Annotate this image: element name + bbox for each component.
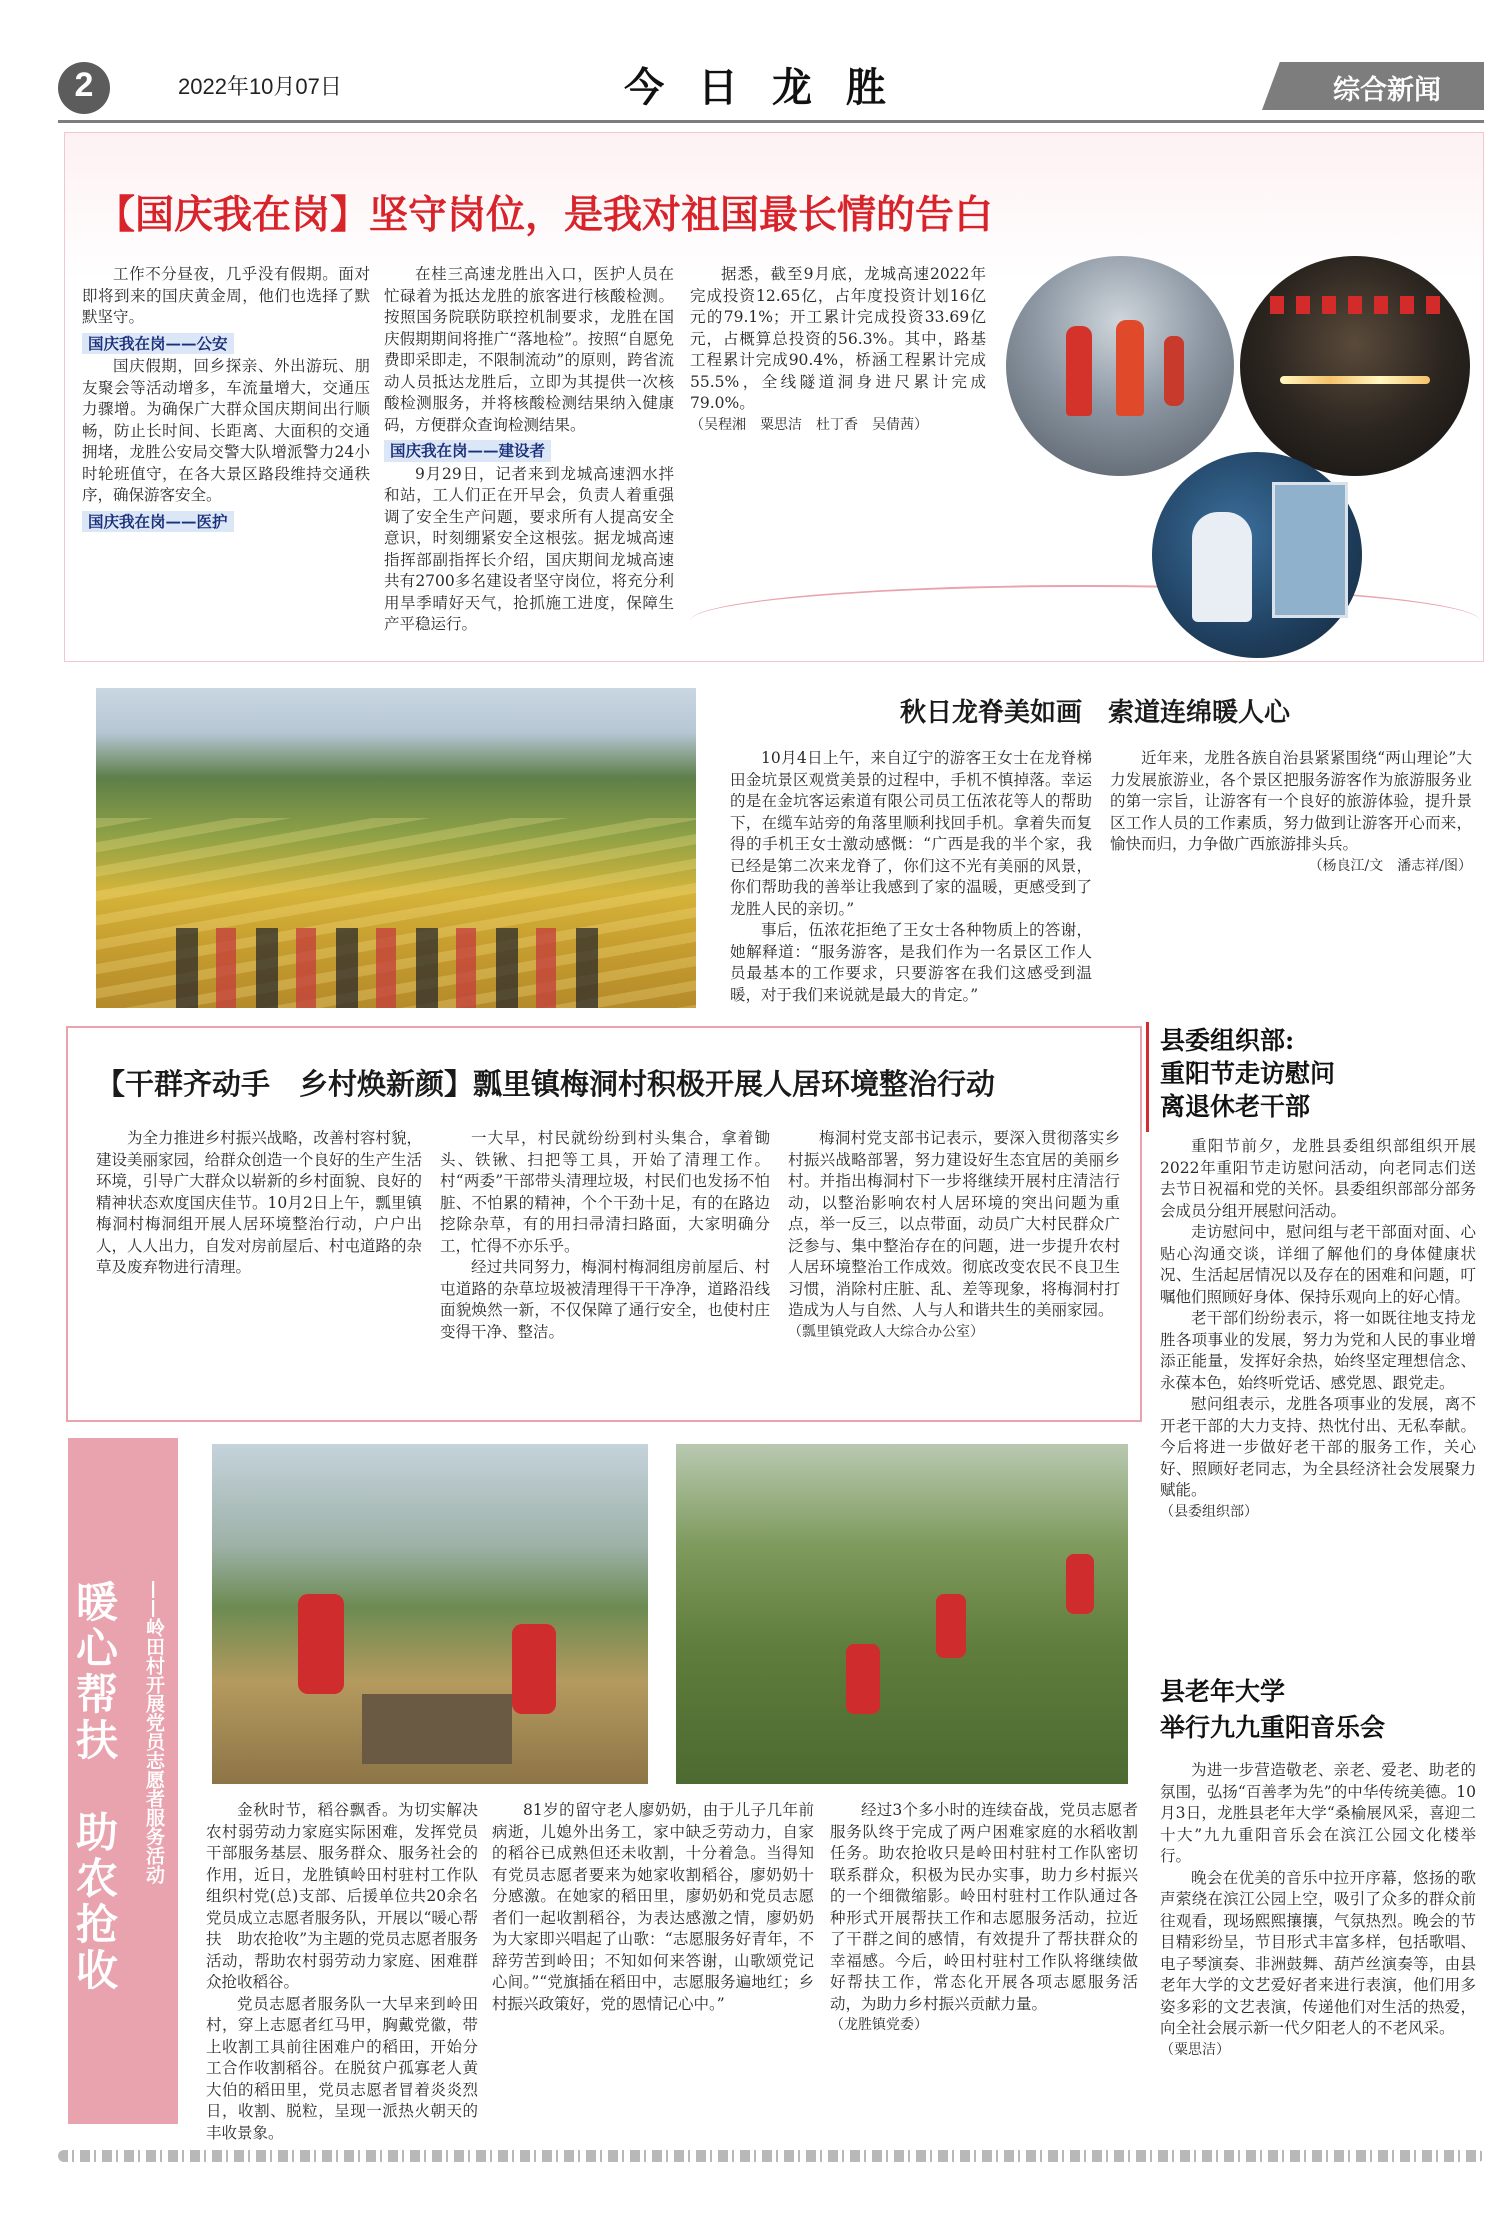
article1-title: 【国庆我在岗】坚守岗位，是我对祖国最长情的告白	[96, 192, 994, 238]
article4-col2	[492, 1800, 814, 2130]
volunteers-threshing-photo	[212, 1444, 648, 1784]
article3-para: 为全力推进乡村振兴战略，改善村容村貌，建设美丽家园，给群众创造一个良好的生产生活环境，引导广大群众以崭新的乡村面貌、良好的精神状态欢度国庆佳节。10月2日上午，瓢里镇梅洞村梅洞组开展人居环境整治行动，户户出人，人人出力，自发对房前屋后、村屯道路的杂草及废弃物进行清理。	[96, 1129, 422, 1276]
article1-decor-wave	[690, 585, 1480, 657]
article6-para: 晚会在优美的音乐中拉开序幕，悠扬的歌声萦绕在滨江公园上空，吸引了众多的群众前往观看，现场熙熙攘攘，气氛热烈。晚会的节目精彩纷呈，节目形式丰富多样，包括歌唱、电子琴演奏、非洲鼓舞、葫芦丝演奏等，由县老年大学的文艺爱好者来进行表演，他们用多姿多彩的文艺表演，传递他们对生活的热爱，向全社会展示新一代夕阳老人的不老风采。	[1160, 1868, 1476, 2037]
volunteer-red-vest	[846, 1644, 880, 1714]
article1-subhead-builders: 国庆我在岗——建设者	[384, 440, 551, 462]
article4-para: 81岁的留守老人廖奶奶，由于儿子几年前病逝，儿媳外出务工，家中缺乏劳动力，自家的稻谷已成熟但还未收割，十分着急。当得知有党员志愿者要来为她家收割稻谷，廖奶奶十分感激。在她家的稻田里，廖奶奶和党员志愿者们一起收割稻谷，为表达感激之情，廖奶奶为大家即兴唱起了山歌：“志愿服务好青年，不辞劳苦到岭田；不知如何来答谢，山歌颂党记心间。”“党旗插在稻田中，志愿服务遍地红；乡村振兴政策好，党的恩情记心中。”	[492, 1801, 814, 2013]
article2-para: 近年来，龙胜各族自治县紧紧围绕“两山理论”大力发展旅游业，各个景区把服务游客作为旅游服务业的第一宗旨，让游客有一个良好的旅游体验，提升景区工作人员的工作素质，努力做到让游客开心而来，愉快而归，力争做广西旅游排头兵。	[1110, 749, 1472, 853]
volunteer-red-vest	[298, 1594, 344, 1694]
red-lanterns	[1270, 296, 1440, 314]
article1-para: 9月29日，记者来到龙城高速泗水拌和站，工人们正在开早会，负责人着重强调了安全生产问题，要求所有人提高安全意识，时刻绷紧安全这根弦。据龙城高速指挥部副指挥长介绍，国庆期间龙城高速共有2700多名建设者坚守岗位，将充分利用旱季晴好天气，抢抓施工进度，保障生产平稳运行。	[384, 464, 674, 633]
article6-credit: （粟思洁）	[1160, 2041, 1230, 2058]
article5-para: 重阳节前夕，龙胜县委组织部组织开展2022年重阳节走访慰问活动，向老同志们送去节日祝福和党的关怀。县委组织部部分部务会成员分组开展慰问活动。	[1160, 1137, 1476, 1220]
article3-col2	[440, 1128, 770, 1408]
article2-credit: （杨良江/文 潘志祥/图）	[1308, 857, 1472, 874]
volunteers-carrying-grain-photo	[676, 1444, 1128, 1784]
article6-title-line: 县老年大学	[1160, 1677, 1286, 1706]
nucleic-acid-testing-photo	[1152, 452, 1362, 658]
article4-credit: （龙胜镇党委）	[830, 2017, 928, 2033]
article1-para: 工作不分昼夜，几乎没有假期。面对即将到来的国庆黄金周，他们也选择了默默坚守。	[82, 265, 370, 326]
article5-body	[1160, 1136, 1476, 1656]
article5-credit: （县委组织部）	[1160, 1503, 1258, 1520]
article1-para: 国庆假期，回乡探亲、外出游玩、朋友聚会等活动增多，车流量增大，交通压力骤增。为确保广大群众国庆期间出行顺畅，防止长时间、长距离、大面积的交通拥堵，龙胜公安局交警大队增派警力24小时轮班值守，在各大景区路段维持交通秩序，确保游客安全。	[82, 357, 370, 504]
article1-col1	[82, 264, 370, 534]
article1-para: 据悉，截至9月底，龙城高速2022年完成投资12.65亿，占年度投资计划16亿元的79.1%；开工累计完成投资33.69亿元，占概算总投资的56.3%。其中，路基工程累计完成90.4%，桥涵工程累计完成55.5%，全线隧道洞身进尺累计完成79.0%。	[690, 265, 986, 412]
volunteer-red-vest	[1066, 1554, 1094, 1614]
medic-figure	[1192, 512, 1252, 622]
article1-subhead-medical: 国庆我在岗——医护	[82, 511, 234, 533]
article6-body	[1160, 1760, 1476, 2132]
volunteer-red-vest	[512, 1624, 556, 1714]
article3-col3	[788, 1128, 1120, 1408]
sidebar-rule	[1146, 1022, 1149, 1132]
motorcycle-lights	[1280, 376, 1430, 384]
article6-title	[1160, 1674, 1385, 1746]
worker-figure	[1164, 336, 1184, 406]
article4-title-main: 暖心帮扶 助农抢收	[70, 1580, 119, 1994]
article5-title-line: 县委组织部:	[1160, 1026, 1295, 1055]
article6-para: 为进一步营造敬老、亲老、爱老、助老的氛围，弘扬“百善孝为先”的中华传统美德。10月3日，龙胜县老年大学“桑榆展风采，喜迎二十大”九九重阳音乐会在滨江公园文化楼举行。	[1160, 1761, 1476, 1865]
article3-para: 一大早，村民就纷纷到村头集合，拿着锄头、铁锹、扫把等工具，开始了清理工作。村“两委”干部带头清理垃圾，村民们也发扬不怕脏、不怕累的精神，个个干劲十足，有的在路边挖除杂草，有的用扫帚清扫路面，大家明确分工，忙得不亦乐乎。	[440, 1129, 770, 1255]
worker-figure	[1066, 326, 1092, 416]
footer-ornament	[58, 2150, 1484, 2162]
article4-title-sub: ——岭田村开展党员志愿者服务活动	[143, 1580, 165, 1884]
article3-col1	[96, 1128, 422, 1279]
article4-para: 经过3个多小时的连续奋战，党员志愿者服务队终于完成了两户困难家庭的水稻收割任务。助农抢收只是岭田村驻村工作队密切联系群众，积极为民办实事，助力乡村振兴的一个细微缩影。岭田村驻村工作队通过各种形式开展帮扶工作和志愿服务活动，拉近了干群之间的感情，有效提升了帮扶群众的幸福感。今后，岭田村驻村工作队将继续做好帮扶工作，常态化开展各项志愿服务活动，为助力乡村振兴贡献力量。	[830, 1801, 1138, 2013]
volunteer-red-vest	[936, 1594, 966, 1658]
window-frame	[1272, 482, 1348, 618]
page-number: 2	[74, 66, 94, 104]
article2-para: 事后，伍浓花拒绝了王女士各种物质上的答谢，她解释道：“服务游客，是我们作为一名景区工作人员最基本的工作要求，只要游客在我们这感受到温暖，对于我们来说就是最大的肯定。”	[730, 921, 1092, 1004]
article2-col2	[1110, 748, 1472, 877]
article5-para: 慰问组表示，龙胜各项事业的发展，离不开老干部的大力支持、热忱付出、无私奉献。今后将进一步做好老干部的服务工作，关心好、照顾好老同志，为全县经济社会发展聚力赋能。	[1160, 1395, 1476, 1499]
longji-terraces-photo	[96, 688, 696, 1008]
worker-figure	[1116, 320, 1144, 416]
construction-workers-photo	[1006, 256, 1234, 476]
traffic-police-night-photo	[1240, 256, 1470, 476]
article4-col3	[830, 1800, 1138, 2130]
article4-para: 党员志愿者服务队一大早来到岭田村，穿上志愿者红马甲，胸戴党徽，带上收割工具前往困难户的稻田，开始分工合作收割稻谷。在脱贫户孤寡老人黄大伯的稻田里，党员志愿者冒着炎炎烈日，收割、脱粒，呈现一派热火朝天的丰收景象。	[206, 1994, 478, 2142]
article3-credit: （瓢里镇党政人大综合办公室）	[788, 1323, 984, 1340]
header-rule	[58, 120, 1484, 123]
article2-para: 10月4日上午，来自辽宁的游客王女士在龙脊梯田金坑景区观赏美景的过程中，手机不慎掉落。幸运的是在金坑客运索道有限公司员工伍浓花等人的帮助下，在缆车站旁的角落里顺利找回手机。拿着失而复得的手机王女士激动感慨：“广西是我的半个家，我已经是第二次来龙脊了，你们这不光有美丽的风景，你们帮助我的善举让我感到了家的温暖，更感受到了龙胜人民的亲切。”	[730, 749, 1092, 918]
article4-para: 金秋时节，稻谷飘香。为切实解决农村弱劳动力家庭实际困难，发挥党员干部服务基层、服务群众、服务社会的作用，近日，龙胜镇岭田村驻村工作队组织村党(总)支部、后援单位共20余名党员成立志愿者服务队，开展以“暖心帮扶 助农抢收”为主题的党员志愿者服务活动，帮助农村弱劳动力家庭、困难群众抢收稻谷。	[206, 1801, 478, 1991]
article6-title-line: 举行九九重阳音乐会	[1160, 1713, 1386, 1742]
article4-col1	[206, 1800, 478, 2142]
article3-para: 经过共同努力，梅洞村梅洞组房前屋后、村屯道路的杂草垃圾被清理得干干净净，道路沿线面貌焕然一新，不仅保障了通行安全，也使村庄变得干净、整洁。	[440, 1258, 770, 1341]
masthead: 今 日 龙 胜	[624, 64, 896, 111]
article5-para: 走访慰问中，慰问组与老干部面对面、心贴心沟通交谈，详细了解他们的身体健康状况、生活起居情况以及存在的困难和问题，叮嘱他们照顾好身体、保持乐观向上的好心情。	[1160, 1223, 1476, 1306]
article1-subhead-police: 国庆我在岗——公安	[82, 333, 234, 355]
article1-col3	[690, 264, 986, 436]
article5-title	[1160, 1024, 1335, 1123]
threshing-box	[362, 1694, 512, 1764]
article5-title-line: 离退休老干部	[1160, 1092, 1311, 1121]
issue-date: 2022年10月07日	[178, 74, 342, 99]
article2-title: 秋日龙脊美如画 索道连绵暖人心	[900, 698, 1291, 728]
tourists-group	[176, 928, 616, 1008]
article5-para: 老干部们纷纷表示，将一如既往地支持龙胜各项事业的发展，努力为党和人民的事业增添正能量，发挥好余热，始终坚定理想信念、永葆本色，始终听党话、感党恩、跟党走。	[1160, 1309, 1476, 1392]
article2-col1	[730, 748, 1092, 1004]
section-label: 综合新闻	[1333, 75, 1441, 105]
article1-col2	[384, 264, 674, 633]
article5-title-line: 重阳节走访慰问	[1160, 1059, 1336, 1088]
article3-para: 梅洞村党支部书记表示，要深入贯彻落实乡村振兴战略部署，努力建设好生态宜居的美丽乡村。并指出梅洞村下一步将继续开展村庄清洁行动，以整治影响农村人居环境的突出问题为重点，举一反三，以点带面，动员广大村民群众广泛参与、集中整治存在的问题，进一步提升农村人居环境整治工作成效。彻底改变农民不良卫生习惯，消除村庄脏、乱、差等现象，将梅洞村打造成为人与自然、人与人和谐共生的美丽家园。	[788, 1129, 1120, 1319]
article3-title: 【干群齐动手 乡村焕新颜】瓢里镇梅洞村积极开展人居环境整治行动	[96, 1067, 996, 1101]
article1-credit: （吴程湘 粟思洁 杜丁香 吴倩茜）	[690, 416, 928, 433]
article1-para: 在桂三高速龙胜出入口，医护人员在忙碌着为抵达龙胜的旅客进行核酸检测。按照国务院联防联控机制要求，龙胜在国庆假期期间将推广“落地检”。按照“自愿免费即采即走，不限制流动”的原则，跨省流动人员抵达龙胜后，立即为其提供一次核酸检测服务，并将核酸检测结果纳入健康码，方便群众查询检测结果。	[384, 265, 674, 434]
